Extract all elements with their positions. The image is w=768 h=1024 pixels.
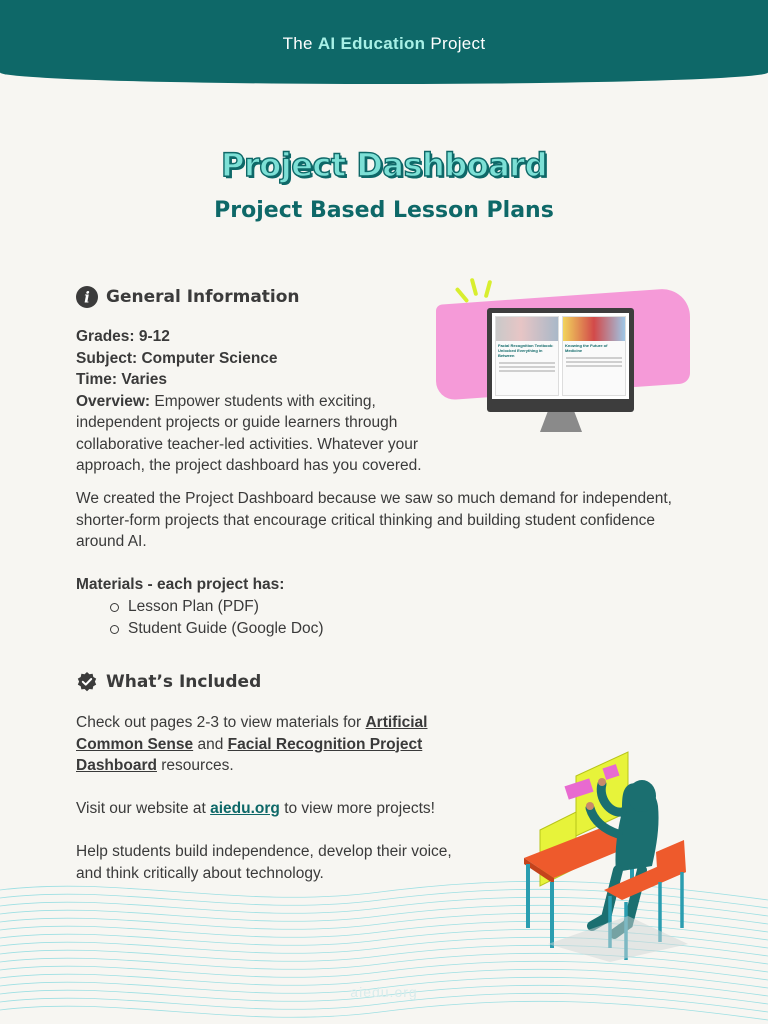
subject-text: Subject: Computer Science — [76, 349, 278, 367]
brand-logo[interactable] — [0, 34, 768, 54]
monitor-stand — [540, 412, 582, 432]
screen-card — [562, 316, 626, 396]
included-text: and — [193, 735, 228, 753]
info-icon — [76, 286, 98, 308]
included-text: Check out pages 2-3 to view materials for — [76, 714, 366, 731]
intro-paragraph: We created the Project Dashboard because we saw so much demand for independent, shorter-form projects that encourage critical thinking and building student confidence around AI. — [76, 490, 672, 550]
general-info-heading-text: General Information — [106, 287, 300, 307]
student-at-desk-illustration — [518, 748, 693, 963]
grades-text: Grades: 9-12 — [76, 328, 170, 345]
general-info-block — [76, 326, 426, 477]
website-link[interactable]: aiedu.org — [210, 800, 280, 817]
monitor-screen — [492, 313, 629, 399]
header-band — [0, 0, 768, 84]
spark-mark — [484, 280, 493, 298]
brand-bold: AI Education — [317, 34, 426, 53]
brand-prefix: The — [282, 34, 313, 53]
monitor-icon — [487, 308, 634, 412]
general-info-heading — [76, 286, 300, 308]
overview-label: Overview: — [76, 392, 151, 410]
included-text: to view more projects! — [279, 800, 435, 817]
svg-text:i: i — [84, 288, 90, 307]
included-text: Visit our website at — [76, 800, 211, 817]
dashboard-monitor-illustration — [432, 278, 692, 438]
screen-card — [495, 316, 559, 396]
brand-suffix: Project — [430, 34, 486, 53]
spark-mark — [455, 287, 470, 303]
facial-recognition-link[interactable]: Facial Recognition Project Dashboard — [76, 735, 423, 774]
screen-card-title: Facial Recognition Textbook: Unlocked Everything in Between — [498, 343, 554, 358]
screen-card-title: Knowing the Future of Medicine — [565, 343, 608, 353]
overview-text — [76, 391, 426, 477]
artificial-common-sense-link[interactable]: Artificial Common Sense — [76, 714, 428, 753]
footer-url: aiedu.org — [350, 984, 418, 1000]
whats-included-heading-text: What’s Included — [106, 672, 262, 692]
verified-badge-icon — [76, 671, 98, 693]
materials-heading — [76, 574, 284, 596]
page-title: Project Dashboard — [221, 146, 547, 184]
whats-included-heading — [76, 671, 261, 693]
included-paragraph-1 — [76, 712, 446, 777]
spark-mark — [470, 278, 479, 296]
materials-heading-text: Materials - each project has: — [76, 576, 285, 593]
list-item: Lesson Plan (PDF) — [110, 596, 324, 618]
materials-list — [110, 596, 324, 639]
list-item: Student Guide (Google Doc) — [110, 618, 324, 640]
page-subtitle: Project Based Lesson Plans — [214, 198, 554, 223]
time-text: Time: Varies — [76, 371, 168, 388]
included-paragraph-2 — [76, 798, 496, 820]
included-paragraph-3: Help students build independence, develop their voice, and think critically about technology. — [76, 843, 452, 882]
overview-body: Empower students with exciting, independent projects or guide learners through collaborative teacher-led activities. Whatever your approach, the project dashboard has you covered. — [76, 392, 422, 474]
included-text: resources. — [156, 757, 234, 774]
